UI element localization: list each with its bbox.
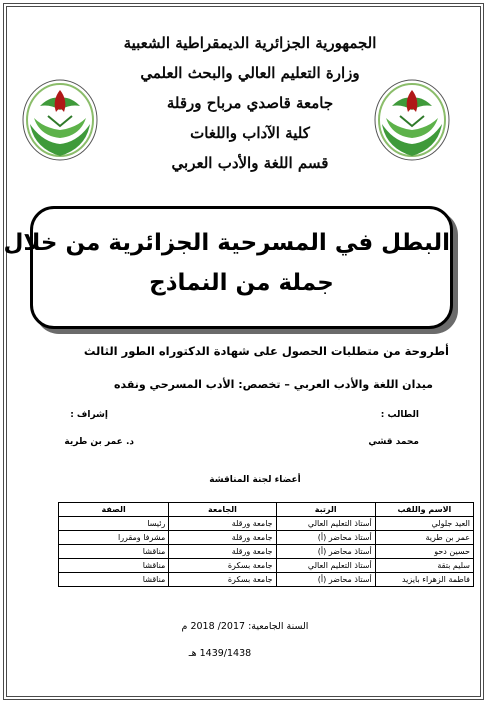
cell-role: مناقشا [59, 545, 169, 559]
student-name: محمد قشي [368, 437, 419, 447]
header-faculty: كلية الآداب واللغات [190, 124, 310, 142]
cell-university: جامعة ورقلة [169, 545, 276, 559]
cell-rank: أستاذ التعليم العالي [276, 559, 375, 573]
cell-university: جامعة ورقلة [169, 517, 276, 531]
column-header-role: الصفة [59, 503, 169, 517]
table-row [59, 573, 474, 587]
cell-name: العيد جلولي [375, 517, 473, 531]
hijri-year: 1439/1438 هـ [188, 648, 252, 659]
thesis-title-line-2: جملة من النماذج [149, 270, 334, 296]
column-header-name: الاسم واللقب [375, 503, 473, 517]
table-header-row [59, 503, 474, 517]
cell-university: جامعة بسكرة [169, 573, 276, 587]
header-republic: الجمهورية الجزائرية الديمقراطية الشعبية [123, 34, 377, 52]
header-department: قسم اللغة والأدب العربي [171, 154, 329, 172]
committee-title: أعضاء لجنة المناقشة [209, 475, 301, 485]
table-row [59, 517, 474, 531]
field-specialty: ميدان اللغة والأدب العربي – تخصص: الأدب المسرحي ونقده [114, 378, 433, 391]
cell-role: رئيسا [59, 517, 169, 531]
academic-year: السنة الجامعية: 2017/ 2018 م [181, 621, 309, 632]
cell-university: جامعة بسكرة [169, 559, 276, 573]
cell-rank: أستاذ محاضر (أ) [276, 573, 375, 587]
cell-rank: أستاذ التعليم العالي [276, 517, 375, 531]
header-ministry: وزارة التعليم العالي والبحث العلمي [140, 64, 360, 82]
header-university: جامعة قاصدي مرباح ورقلة [166, 94, 334, 112]
supervisor-label: إشراف : [70, 410, 108, 420]
column-header-rank: الرتبة [276, 503, 375, 517]
institution-header [100, 28, 400, 178]
cell-role: مناقشا [59, 559, 169, 573]
thesis-title-line-1: البطل في المسرحية الجزائرية من خلال [3, 230, 450, 256]
cell-name: عمر بن طرية [375, 531, 473, 545]
cell-name: فاطمة الزهراء بايزيد [375, 573, 473, 587]
cell-rank: أستاذ محاضر (أ) [276, 531, 375, 545]
cell-role: مشرفا ومقررا [59, 531, 169, 545]
student-label: الطالب : [380, 410, 419, 420]
cell-name: سليم بتقة [375, 559, 473, 573]
cell-rank: أستاذ محاضر (أ) [276, 545, 375, 559]
table-row [59, 545, 474, 559]
cell-role: مناقشا [59, 573, 169, 587]
university-emblem-icon [20, 76, 100, 164]
table-row [59, 559, 474, 573]
column-header-university: الجامعة [169, 503, 276, 517]
supervisor-name: د. عمر بن طرية [64, 437, 134, 447]
thesis-title-box [3, 206, 453, 329]
table-row [59, 531, 474, 545]
cell-university: جامعة ورقلة [169, 531, 276, 545]
committee-table [58, 502, 474, 587]
thesis-description: أطروحة من متطلبات الحصول على شهادة الدكتوراه الطور الثالث [83, 344, 449, 358]
cell-name: حسين دحو [375, 545, 473, 559]
